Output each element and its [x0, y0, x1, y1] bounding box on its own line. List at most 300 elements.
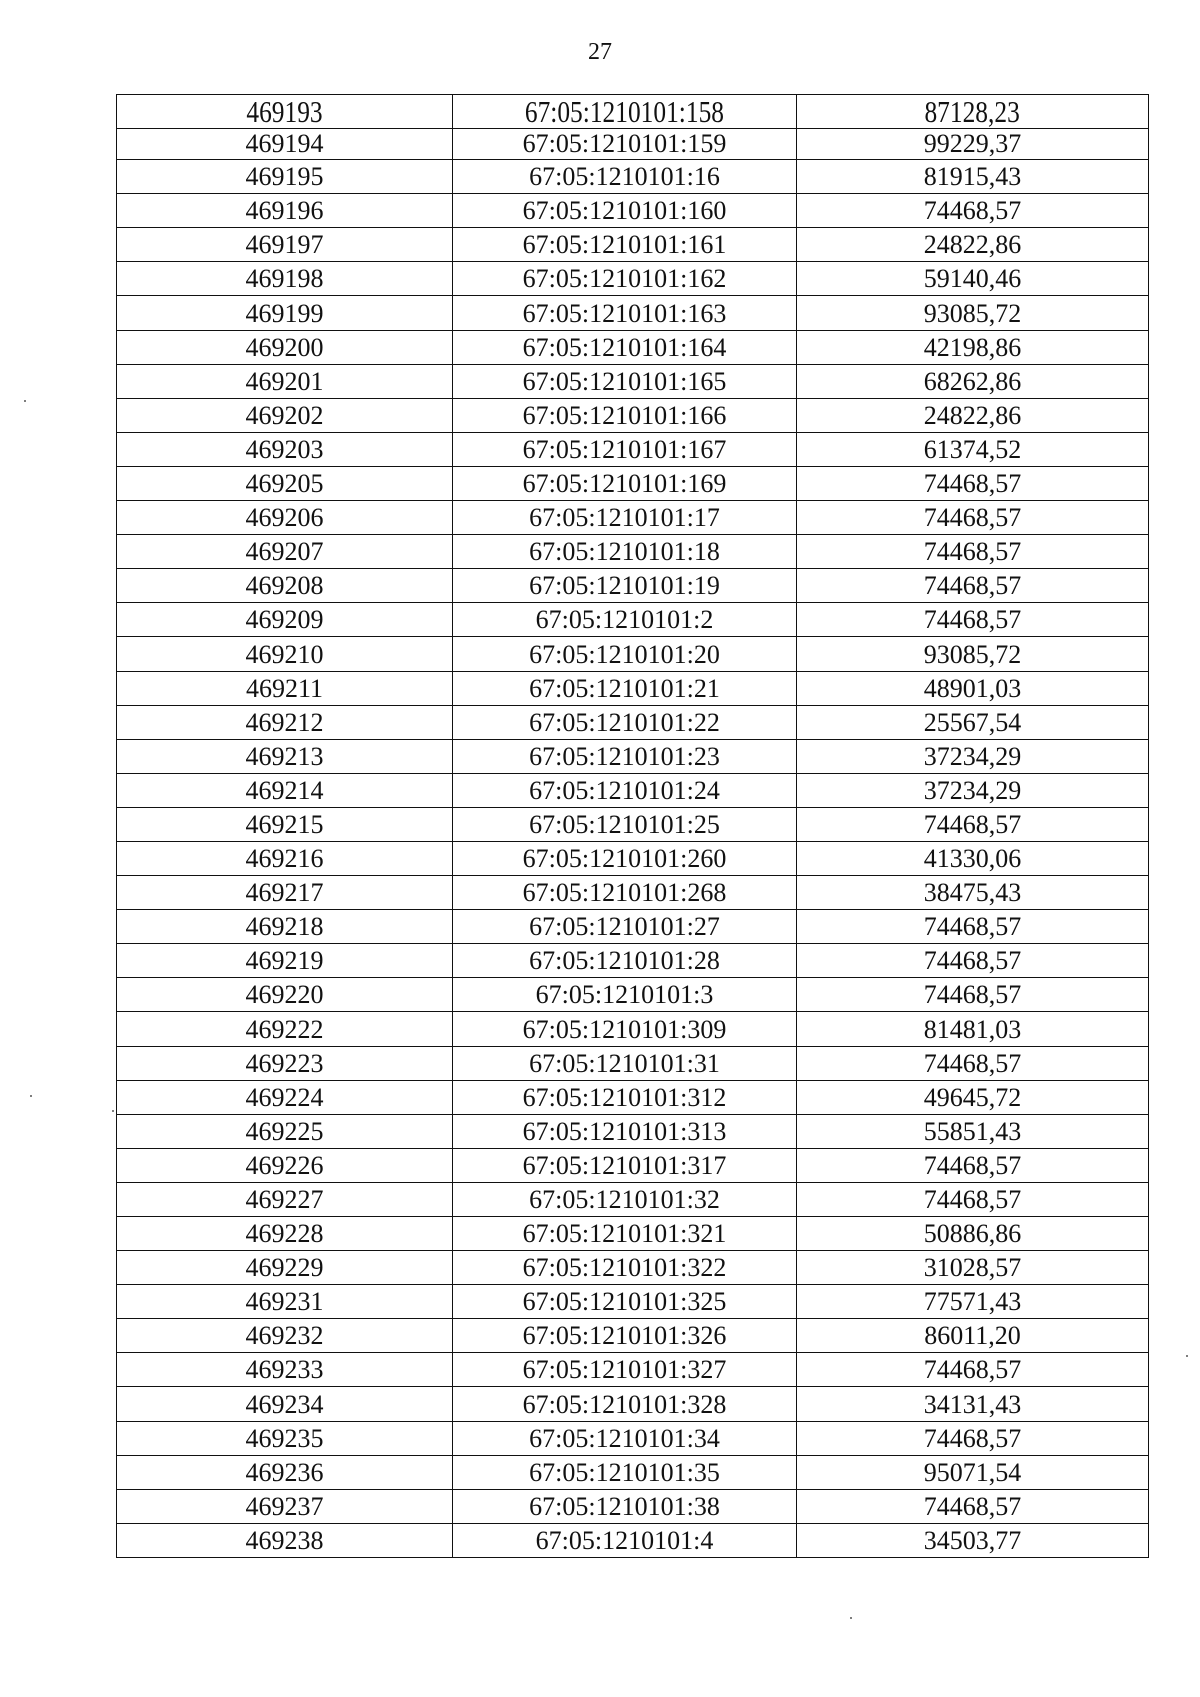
- table-cell-cadastral-number-text: 67:05:1210101:3: [535, 980, 714, 1010]
- table-row: [117, 1251, 1149, 1285]
- table-cell-value: [797, 1012, 1149, 1046]
- table-cell-value-text: 74468,57: [923, 980, 1022, 1010]
- table-row: [117, 1114, 1149, 1148]
- table-cell-id: [117, 1523, 453, 1557]
- table-cell-cadastral-number: [453, 1353, 797, 1387]
- table-cell-cadastral-number-text: 67:05:1210101:32: [529, 1185, 720, 1214]
- table-row: [117, 535, 1149, 569]
- table-cell-value: [797, 1489, 1149, 1523]
- table-cell-cadastral-number-text: 67:05:1210101:27: [529, 912, 720, 942]
- table-row: [117, 1217, 1149, 1251]
- table-cell-value: [797, 160, 1149, 194]
- table-cell-value-text: 24822,86: [923, 230, 1022, 260]
- table-cell-cadastral-number: [453, 1046, 797, 1080]
- table-cell-value-text: 81481,03: [923, 1014, 1022, 1044]
- table-cell-cadastral-number-text: 67:05:1210101:31: [529, 1048, 720, 1078]
- table-cell-value-text: 55851,43: [923, 1116, 1022, 1146]
- table-row: [117, 1182, 1149, 1216]
- table-cell-cadastral-number: [453, 637, 797, 671]
- table-cell-id-text: 469220: [245, 980, 324, 1010]
- table-cell-cadastral-number-text: 67:05:1210101:25: [529, 809, 720, 839]
- table-cell-id: [117, 1182, 453, 1216]
- table-cell-id-text: 469218: [245, 912, 324, 942]
- table-cell-cadastral-number: [453, 1080, 797, 1114]
- table-cell-id: [117, 466, 453, 500]
- table-cell-value: [797, 330, 1149, 364]
- table-cell-value: [797, 1080, 1149, 1114]
- table-row: [117, 296, 1149, 330]
- table-cell-value-text: 74468,57: [923, 1491, 1022, 1521]
- table-cell-id: [117, 535, 453, 569]
- table-cell-cadastral-number-text: 67:05:1210101:18: [529, 537, 720, 567]
- table-cell-value-text: 34503,77: [923, 1525, 1022, 1555]
- table-cell-cadastral-number: [453, 944, 797, 978]
- table-cell-cadastral-number-text: 67:05:1210101:322: [522, 1253, 727, 1283]
- table-cell-cadastral-number-text: 67:05:1210101:317: [522, 1150, 727, 1180]
- table-cell-cadastral-number-text: 67:05:1210101:22: [529, 707, 720, 737]
- table-cell-value: [797, 501, 1149, 535]
- table-cell-value-text: 93085,72: [923, 639, 1022, 669]
- table-cell-id-text: 469234: [245, 1389, 324, 1419]
- table-cell-id-text: 469209: [245, 605, 324, 635]
- table-row: [117, 1455, 1149, 1489]
- table-cell-id: [117, 398, 453, 432]
- table-row: [117, 910, 1149, 944]
- table-cell-cadastral-number: [453, 466, 797, 500]
- table-cell-cadastral-number-text: 67:05:1210101:327: [522, 1355, 727, 1385]
- table-cell-cadastral-number-text: 67:05:1210101:164: [522, 332, 727, 362]
- table-cell-cadastral-number: [453, 1182, 797, 1216]
- table-cell-cadastral-number: [453, 603, 797, 637]
- table-row: [117, 398, 1149, 432]
- table-cell-value-text: 48901,03: [923, 673, 1022, 703]
- table-cell-id-text: 469232: [245, 1321, 324, 1351]
- table-cell-id: [117, 1046, 453, 1080]
- table-cell-id: [117, 1421, 453, 1455]
- table-cell-id: [117, 1012, 453, 1046]
- scan-speck: [30, 1095, 32, 1097]
- table-cell-cadastral-number-text: 67:05:1210101:268: [522, 878, 727, 908]
- table-cell-id-text: 469199: [245, 298, 324, 328]
- table-cell-value: [797, 1353, 1149, 1387]
- table-cell-value: [797, 1387, 1149, 1421]
- table-cell-value-text: 37234,29: [923, 775, 1022, 805]
- table-cell-cadastral-number-text: 67:05:1210101:313: [522, 1116, 727, 1146]
- table-cell-value: [797, 129, 1149, 160]
- table-cell-cadastral-number-text: 67:05:1210101:325: [522, 1287, 727, 1317]
- table-row: [117, 739, 1149, 773]
- table-cell-id: [117, 944, 453, 978]
- table-cell-value-text: 74468,57: [923, 1423, 1022, 1453]
- table-cell-value: [797, 535, 1149, 569]
- table-cell-value: [797, 1148, 1149, 1182]
- table-cell-id-text: 469200: [245, 332, 324, 362]
- table-cell-value-text: 61374,52: [923, 434, 1022, 464]
- table-cell-id: [117, 228, 453, 262]
- table-cell-id-text: 469222: [245, 1014, 324, 1044]
- table-cell-cadastral-number: [453, 1455, 797, 1489]
- table-cell-value-text: 74468,57: [923, 196, 1022, 226]
- table-cell-value-text: 38475,43: [923, 878, 1022, 908]
- table-cell-value: [797, 978, 1149, 1012]
- table-cell-value: [797, 432, 1149, 466]
- table-row: [117, 1489, 1149, 1523]
- table-cell-id-text: 469214: [245, 775, 324, 805]
- table-cell-cadastral-number: [453, 228, 797, 262]
- table-cell-id: [117, 1455, 453, 1489]
- table-row: [117, 1421, 1149, 1455]
- table-cell-id-text: 469201: [245, 366, 324, 396]
- table-cell-value: [797, 1114, 1149, 1148]
- table-cell-cadastral-number-text: 67:05:1210101:159: [522, 129, 727, 159]
- table-cell-id-text: 469236: [245, 1457, 324, 1487]
- table-cell-value-text: 74468,57: [923, 1355, 1022, 1385]
- table-row: [117, 569, 1149, 603]
- table-cell-cadastral-number: [453, 398, 797, 432]
- table-cell-value: [797, 1319, 1149, 1353]
- table-row: [117, 1319, 1149, 1353]
- table-cell-id-text: 469202: [245, 400, 324, 430]
- table-cell-value: [797, 1523, 1149, 1557]
- table-cell-cadastral-number: [453, 910, 797, 944]
- table-cell-value-text: 41330,06: [923, 844, 1022, 874]
- table-cell-value: [797, 466, 1149, 500]
- table-row: [117, 944, 1149, 978]
- table-cell-value-text: 99229,37: [923, 129, 1022, 159]
- table-cell-cadastral-number-text: 67:05:1210101:162: [522, 264, 727, 294]
- table-cell-cadastral-number: [453, 841, 797, 875]
- table-cell-cadastral-number-text: 67:05:1210101:20: [529, 639, 720, 669]
- table-cell-id-text: 469205: [245, 469, 324, 499]
- table-row: [117, 466, 1149, 500]
- table-cell-value: [797, 944, 1149, 978]
- table-cell-cadastral-number: [453, 194, 797, 228]
- table-cell-value: [797, 807, 1149, 841]
- table-cell-cadastral-number: [453, 1319, 797, 1353]
- scan-speck: [1186, 1355, 1188, 1357]
- table-cell-cadastral-number: [453, 876, 797, 910]
- table-cell-value-text: 74468,57: [923, 1185, 1022, 1214]
- table-cell-cadastral-number-text: 67:05:1210101:158: [524, 94, 725, 129]
- table-cell-cadastral-number-text: 67:05:1210101:28: [529, 946, 720, 976]
- table-cell-id-text: 469213: [245, 741, 324, 771]
- table-cell-value: [797, 1046, 1149, 1080]
- table-cell-value-text: 42198,86: [923, 332, 1022, 362]
- table-cell-value: [797, 1285, 1149, 1319]
- table-cell-id: [117, 1251, 453, 1285]
- table-cell-value-text: 34131,43: [923, 1389, 1022, 1419]
- table-cell-id-text: 469219: [245, 946, 324, 976]
- table-cell-value: [797, 637, 1149, 671]
- table-row: [117, 1046, 1149, 1080]
- table-cell-cadastral-number-text: 67:05:1210101:166: [522, 400, 727, 430]
- table-cell-value: [797, 194, 1149, 228]
- table-cell-value-text: 81915,43: [923, 162, 1022, 192]
- table-cell-cadastral-number-text: 67:05:1210101:169: [522, 469, 727, 499]
- table-cell-value: [797, 1217, 1149, 1251]
- table-row: [117, 129, 1149, 160]
- table-row: [117, 876, 1149, 910]
- table-cell-cadastral-number-text: 67:05:1210101:321: [522, 1219, 727, 1249]
- table-cell-value-text: 87128,23: [924, 94, 1021, 129]
- table-cell-id: [117, 978, 453, 1012]
- table-cell-id-text: 469211: [245, 673, 324, 703]
- table-cell-id: [117, 330, 453, 364]
- table-cell-id: [117, 569, 453, 603]
- table-cell-cadastral-number-text: 67:05:1210101:4: [535, 1525, 714, 1555]
- table-cell-id: [117, 364, 453, 398]
- table-cell-cadastral-number-text: 67:05:1210101:163: [522, 298, 727, 328]
- table-cell-id-text: 469193: [246, 94, 323, 129]
- table-cell-cadastral-number: [453, 1251, 797, 1285]
- table-cell-value-text: 24822,86: [923, 400, 1022, 430]
- table-cell-id: [117, 1353, 453, 1387]
- table-cell-id-text: 469223: [245, 1048, 324, 1078]
- table-cell-value-text: 59140,46: [923, 264, 1022, 294]
- table-cell-value: [797, 95, 1149, 129]
- table-cell-value-text: 68262,86: [923, 366, 1022, 396]
- table-row: [117, 603, 1149, 637]
- table-cell-value-text: 74468,57: [923, 537, 1022, 567]
- scan-speck: [850, 1617, 852, 1619]
- table-cell-id: [117, 807, 453, 841]
- table-cell-cadastral-number: [453, 1012, 797, 1046]
- table-cell-value-text: 93085,72: [923, 298, 1022, 328]
- table-cell-id-text: 469216: [245, 844, 324, 874]
- table-cell-value-text: 25567,54: [923, 707, 1022, 737]
- table-cell-id: [117, 296, 453, 330]
- table-row: [117, 262, 1149, 296]
- table-cell-id-text: 469208: [245, 571, 324, 601]
- table-cell-id-text: 469207: [245, 537, 324, 567]
- table-cell-cadastral-number: [453, 1217, 797, 1251]
- table-cell-id: [117, 876, 453, 910]
- table-cell-id: [117, 773, 453, 807]
- table-cell-value: [797, 228, 1149, 262]
- table-cell-id: [117, 1319, 453, 1353]
- table-cell-value-text: 31028,57: [923, 1253, 1022, 1283]
- scan-speck: [112, 1110, 114, 1112]
- table-cell-cadastral-number: [453, 773, 797, 807]
- table-cell-value: [797, 1421, 1149, 1455]
- table-cell-cadastral-number: [453, 432, 797, 466]
- table-cell-value: [797, 603, 1149, 637]
- table-cell-id: [117, 603, 453, 637]
- table-cell-value: [797, 398, 1149, 432]
- table-cell-value: [797, 1455, 1149, 1489]
- table-cell-value: [797, 910, 1149, 944]
- table-cell-cadastral-number-text: 67:05:1210101:161: [522, 230, 727, 260]
- table-cell-id-text: 469229: [245, 1253, 324, 1283]
- table-cell-value: [797, 671, 1149, 705]
- table-cell-cadastral-number-text: 67:05:1210101:328: [522, 1389, 727, 1419]
- table-row: [117, 841, 1149, 875]
- table-cell-cadastral-number: [453, 160, 797, 194]
- table-cell-cadastral-number: [453, 1148, 797, 1182]
- table-cell-id: [117, 501, 453, 535]
- table-cell-cadastral-number: [453, 1114, 797, 1148]
- table-cell-value: [797, 364, 1149, 398]
- table-cell-id: [117, 1080, 453, 1114]
- table-cell-id: [117, 1285, 453, 1319]
- table-cell-cadastral-number: [453, 1387, 797, 1421]
- table-cell-cadastral-number: [453, 296, 797, 330]
- table-cell-cadastral-number-text: 67:05:1210101:167: [522, 434, 727, 464]
- table-cell-cadastral-number: [453, 129, 797, 160]
- table-cell-value: [797, 296, 1149, 330]
- table-row: [117, 432, 1149, 466]
- table-cell-id-text: 469238: [245, 1525, 324, 1555]
- table-row: [117, 671, 1149, 705]
- table-cell-id: [117, 432, 453, 466]
- table-cell-value-text: 37234,29: [923, 741, 1022, 771]
- table-cell-value-text: 74468,57: [923, 503, 1022, 533]
- table-cell-value-text: 50886,86: [923, 1219, 1022, 1249]
- table-cell-value: [797, 569, 1149, 603]
- table-cell-id-text: 469227: [245, 1185, 324, 1214]
- table-cell-id-text: 469196: [245, 196, 324, 226]
- table-cell-id: [117, 1148, 453, 1182]
- table-cell-cadastral-number: [453, 1489, 797, 1523]
- table-row: [117, 1285, 1149, 1319]
- table-cell-id: [117, 1387, 453, 1421]
- table-cell-cadastral-number-text: 67:05:1210101:23: [529, 741, 720, 771]
- table-cell-id-text: 469206: [245, 503, 324, 533]
- table-row: [117, 1387, 1149, 1421]
- table-cell-id: [117, 194, 453, 228]
- table-cell-id: [117, 262, 453, 296]
- table-cell-id: [117, 160, 453, 194]
- table-cell-id: [117, 95, 453, 129]
- table-row: [117, 1353, 1149, 1387]
- table-cell-cadastral-number-text: 67:05:1210101:35: [529, 1457, 720, 1487]
- table-row: [117, 95, 1149, 129]
- table-cell-value-text: 74468,57: [923, 1048, 1022, 1078]
- table-cell-id: [117, 841, 453, 875]
- table-cell-id: [117, 129, 453, 160]
- table-cell-value: [797, 841, 1149, 875]
- table-cell-id: [117, 1114, 453, 1148]
- table-row: [117, 364, 1149, 398]
- table-cell-cadastral-number-text: 67:05:1210101:326: [522, 1321, 727, 1351]
- table-cell-value-text: 77571,43: [923, 1287, 1022, 1317]
- table-row: [117, 1080, 1149, 1114]
- table-cell-id: [117, 1217, 453, 1251]
- table-row: [117, 1523, 1149, 1557]
- table-cell-cadastral-number: [453, 1421, 797, 1455]
- table-cell-id: [117, 739, 453, 773]
- table-body: [117, 95, 1149, 1558]
- scan-speck: [24, 400, 26, 402]
- table-cell-id-text: 469197: [245, 230, 324, 260]
- table-cell-id-text: 469217: [245, 878, 324, 908]
- table-cell-cadastral-number: [453, 1523, 797, 1557]
- table-cell-cadastral-number: [453, 535, 797, 569]
- table-cell-value: [797, 876, 1149, 910]
- table-cell-value-text: 49645,72: [923, 1082, 1022, 1112]
- table-cell-id-text: 469233: [245, 1355, 324, 1385]
- table-cell-cadastral-number-text: 67:05:1210101:34: [529, 1423, 720, 1453]
- table-row: [117, 501, 1149, 535]
- table-row: [117, 773, 1149, 807]
- table-row: [117, 160, 1149, 194]
- page-number: 27: [588, 39, 612, 65]
- table-cell-cadastral-number: [453, 364, 797, 398]
- table-cell-value-text: 95071,54: [923, 1457, 1022, 1487]
- table-row: [117, 1012, 1149, 1046]
- table-row: [117, 978, 1149, 1012]
- table-cell-cadastral-number: [453, 95, 797, 129]
- table-cell-id: [117, 1489, 453, 1523]
- table-cell-value: [797, 773, 1149, 807]
- table-row: [117, 637, 1149, 671]
- table-cell-id-text: 469225: [245, 1116, 324, 1146]
- table-cell-cadastral-number: [453, 262, 797, 296]
- table-cell-id-text: 469237: [245, 1491, 324, 1521]
- table-cell-id-text: 469198: [245, 264, 324, 294]
- table-cell-cadastral-number-text: 67:05:1210101:21: [529, 673, 720, 703]
- table-cell-id-text: 469224: [245, 1082, 324, 1112]
- table-cell-value: [797, 739, 1149, 773]
- table-cell-cadastral-number: [453, 807, 797, 841]
- table-row: [117, 807, 1149, 841]
- table-cell-id-text: 469194: [245, 129, 324, 159]
- table-cell-id-text: 469235: [245, 1423, 324, 1453]
- table-row: [117, 330, 1149, 364]
- table-cell-cadastral-number: [453, 330, 797, 364]
- table-cell-cadastral-number-text: 67:05:1210101:165: [522, 366, 727, 396]
- table-cell-value-text: 74468,57: [923, 912, 1022, 942]
- table-cell-cadastral-number-text: 67:05:1210101:24: [529, 775, 720, 805]
- table-cell-value-text: 74468,57: [923, 946, 1022, 976]
- table-cell-cadastral-number-text: 67:05:1210101:260: [522, 844, 727, 874]
- table-cell-value-text: 74468,57: [923, 571, 1022, 601]
- table-cell-value: [797, 1251, 1149, 1285]
- table-cell-cadastral-number-text: 67:05:1210101:19: [529, 571, 720, 601]
- table-row: [117, 1148, 1149, 1182]
- table-cell-id: [117, 637, 453, 671]
- table-row: [117, 705, 1149, 739]
- table-cell-cadastral-number: [453, 739, 797, 773]
- table-cell-cadastral-number: [453, 671, 797, 705]
- table-cell-value-text: 74468,57: [923, 605, 1022, 635]
- table-cell-id-text: 469210: [245, 639, 324, 669]
- table-cell-id: [117, 705, 453, 739]
- table-cell-id-text: 469215: [245, 809, 324, 839]
- table-cell-id-text: 469195: [245, 162, 324, 192]
- table-cell-value-text: 74468,57: [923, 469, 1022, 499]
- table-cell-cadastral-number-text: 67:05:1210101:16: [529, 162, 720, 192]
- table-cell-cadastral-number-text: 67:05:1210101:2: [535, 605, 714, 635]
- table-cell-value-text: 86011,20: [924, 1321, 1021, 1351]
- table-row: [117, 194, 1149, 228]
- table-cell-id-text: 469203: [245, 434, 324, 464]
- table-cell-cadastral-number-text: 67:05:1210101:312: [522, 1082, 727, 1112]
- table-cell-cadastral-number: [453, 501, 797, 535]
- table-cell-id-text: 469231: [245, 1287, 324, 1317]
- table-row: [117, 228, 1149, 262]
- table-cell-value: [797, 1182, 1149, 1216]
- table-cell-value: [797, 262, 1149, 296]
- table-cell-cadastral-number: [453, 569, 797, 603]
- table-cell-cadastral-number-text: 67:05:1210101:38: [529, 1491, 720, 1521]
- table-cell-id-text: 469226: [245, 1150, 324, 1180]
- table-cell-id-text: 469228: [245, 1219, 324, 1249]
- table-cell-cadastral-number: [453, 978, 797, 1012]
- table-cell-id-text: 469212: [245, 707, 324, 737]
- data-table: [116, 94, 1149, 1558]
- table-cell-cadastral-number: [453, 705, 797, 739]
